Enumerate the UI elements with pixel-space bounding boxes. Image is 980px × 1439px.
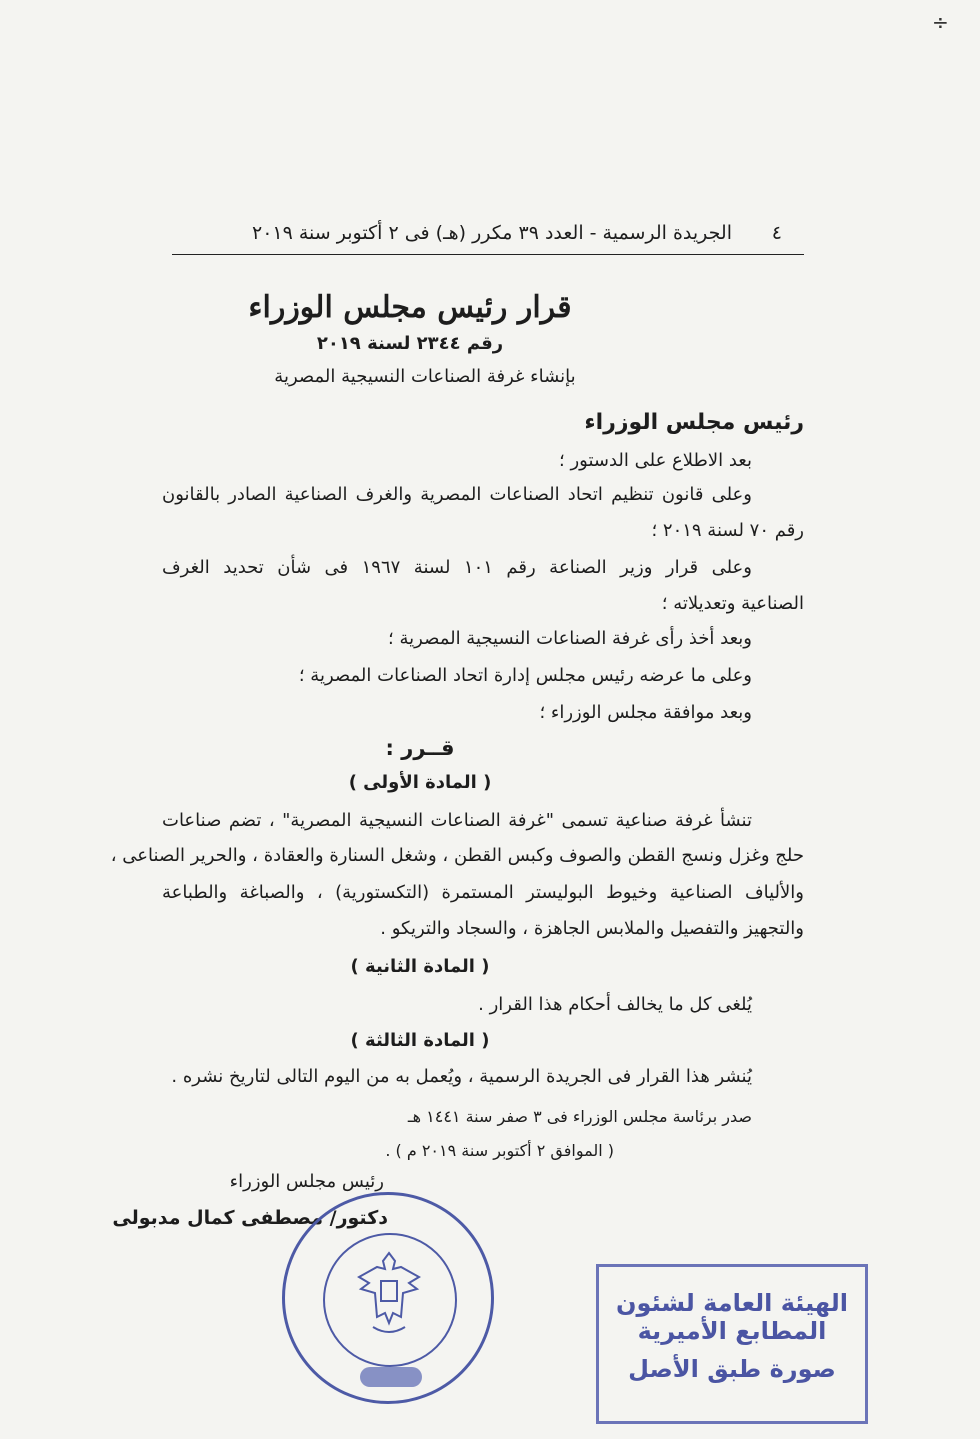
- preamble-line: رقم ٧٠ لسنة ٢٠١٩ ؛: [651, 520, 804, 541]
- preamble-line: وعلى قانون تنظيم اتحاد الصناعات المصرية والغرف الصناعية الصادر بالقانون: [162, 484, 752, 505]
- article-heading: ( المادة الأولى ): [348, 772, 492, 793]
- preamble-line: الصناعية وتعديلاته ؛: [661, 593, 804, 614]
- gazette-header: [172, 218, 804, 255]
- decided-heading: قــرر :: [385, 736, 455, 760]
- decree-number: رقم ٢٣٤٤ لسنة ٢٠١٩: [316, 333, 504, 354]
- article-text-line: والتجهيز والتفصيل والملابس الجاهزة ، والسجاد والتريكو .: [380, 918, 804, 939]
- eagle-emblem-icon: [355, 1247, 423, 1347]
- issue-date-line: صدر برئاسة مجلس الوزراء فى ٣ صفر سنة ١٤٤١ هـ: [407, 1107, 752, 1126]
- certified-copy-stamp: [596, 1264, 868, 1424]
- signer-title: رئيس مجلس الوزراء: [229, 1171, 384, 1192]
- stamp-line: الهيئة العامة لشئون المطابع الأميرية: [616, 1289, 848, 1345]
- preamble-line: بعد الاطلاع على الدستور ؛: [559, 450, 752, 471]
- page-number: ٤: [771, 222, 782, 244]
- seal-ink-mark: [360, 1367, 422, 1387]
- signer-name: دكتور/ مصطفى كمال مدبولى: [112, 1207, 388, 1229]
- gazette-title: الجريدة الرسمية - العدد ٣٩ مكرر (هـ) فى ٢ أكتوبر سنة ٢٠١٩: [252, 222, 732, 244]
- stamp-line: صورة طبق الأصل: [628, 1355, 836, 1383]
- issuer-heading: رئيس مجلس الوزراء: [584, 410, 804, 435]
- official-seal: [282, 1192, 494, 1404]
- article-text-line: حلج وغزل ونسج القطن والصوف وكبس القطن ، وشغل السنارة والعقادة ، والحرير الصناعى ،: [110, 845, 804, 866]
- article-text-line: يُنشر هذا القرار فى الجريدة الرسمية ، ويُعمل به من اليوم التالى لتاريخ نشره .: [171, 1066, 752, 1087]
- corner-mark: ÷: [932, 10, 949, 34]
- issue-date-line: ( الموافق ٢ أكتوبر سنة ٢٠١٩ م ) .: [385, 1141, 614, 1160]
- decree-subject: بإنشاء غرفة الصناعات النسيجية المصرية: [274, 366, 576, 387]
- preamble-line: وبعد أخذ رأى غرفة الصناعات النسيجية المصرية ؛: [388, 628, 752, 649]
- article-heading: ( المادة الثانية ): [350, 956, 490, 977]
- article-text-line: تنشأ غرفة صناعية تسمى "غرفة الصناعات النسيجية المصرية" ، تضم صناعات: [162, 810, 752, 831]
- article-heading: ( المادة الثالثة ): [350, 1030, 490, 1051]
- preamble-line: وبعد موافقة مجلس الوزراء ؛: [539, 702, 752, 723]
- preamble-line: وعلى ما عرضه رئيس مجلس إدارة اتحاد الصناعات المصرية ؛: [298, 665, 752, 686]
- decree-title: قرار رئيس مجلس الوزراء: [248, 290, 572, 325]
- article-text-line: والألياف الصناعية وخيوط البوليستر المستمرة (التكستورية) ، والصباغة والطباعة: [162, 882, 804, 903]
- article-text-line: يُلغى كل ما يخالف أحكام هذا القرار .: [478, 994, 752, 1015]
- preamble-line: وعلى قرار وزير الصناعة رقم ١٠١ لسنة ١٩٦٧ فى شأن تحديد الغرف: [162, 557, 752, 578]
